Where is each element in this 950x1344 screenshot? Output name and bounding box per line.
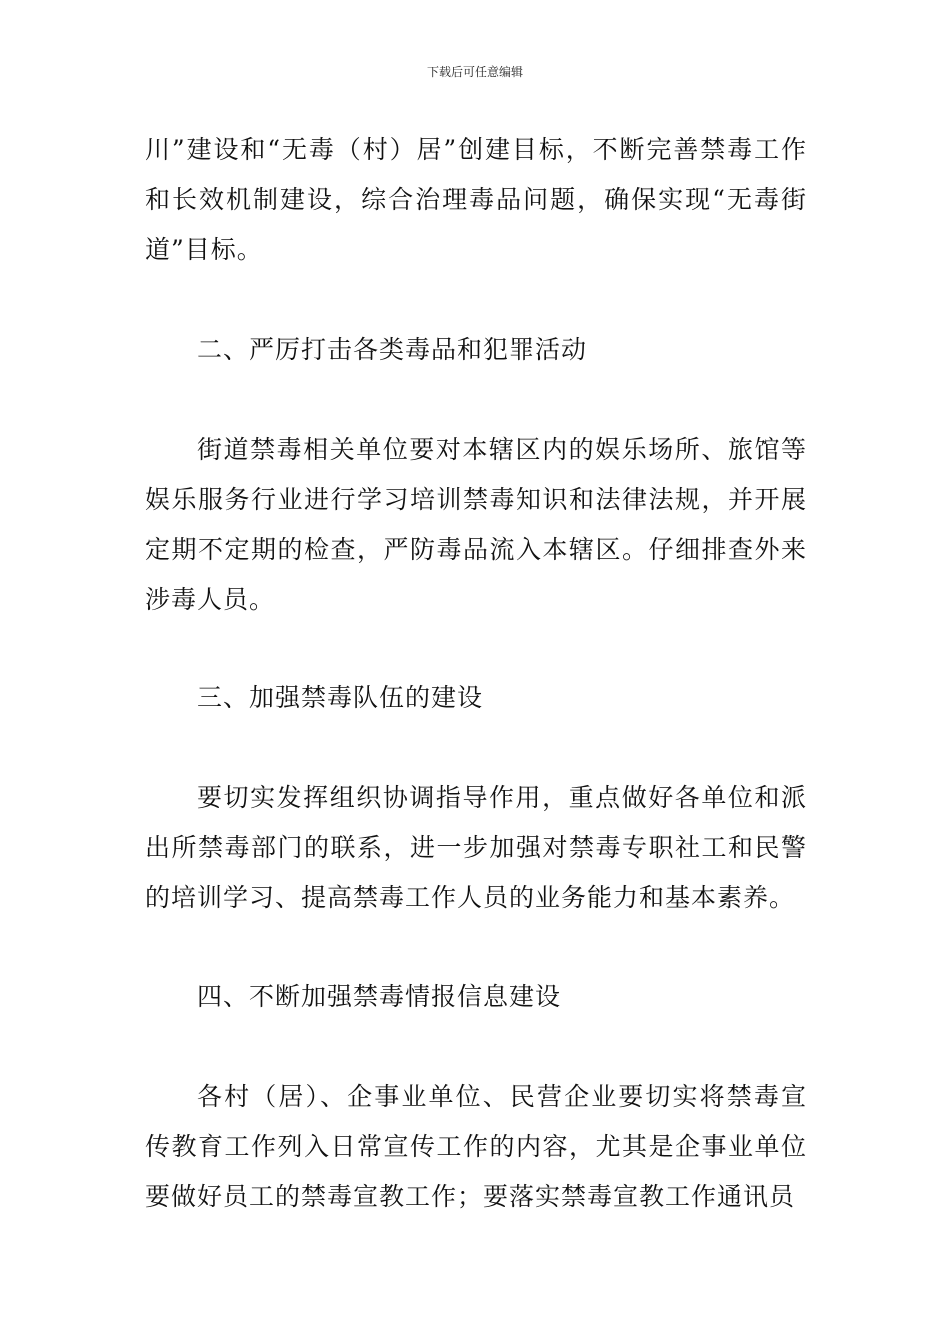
paragraph-section-3: 要切实发挥组织协调指导作用，重点做好各单位和派出所禁毒部门的联系，进一步加强对禁毒专职社工和民警的培训学习、提高禁毒工作人员的业务能力和基本素养。 [145, 783, 807, 912]
heading-section-2: 二、严厉打击各类毒品和犯罪活动 [197, 335, 588, 364]
heading-section-4: 四、不断加强禁毒情报信息建设 [197, 982, 562, 1011]
paragraph-section-2: 街道禁毒相关单位要对本辖区内的娱乐场所、旅馆等娱乐服务行业进行学习培训禁毒知识和法律法规，并开展定期不定期的检查，严防毒品流入本辖区。仔细排查外来涉毒人员。 [145, 435, 807, 614]
header-note: 下载后可任意编辑 [426, 65, 523, 79]
paragraph-continuation: 川”建设和“无毒（村）居”创建目标，不断完善禁毒工作和长效机制建设，综合治理毒品问题，确保实现“无毒街道”目标。 [145, 135, 807, 264]
heading-section-3: 三、加强禁毒队伍的建设 [197, 683, 484, 712]
paragraph-section-4: 各村（居）、企事业单位、民营企业要切实将禁毒宣传教育工作列入日常宣传工作的内容，尤其是企事业单位要做好员工的禁毒宣教工作；要落实禁毒宣教工作通讯员 [145, 1082, 807, 1211]
